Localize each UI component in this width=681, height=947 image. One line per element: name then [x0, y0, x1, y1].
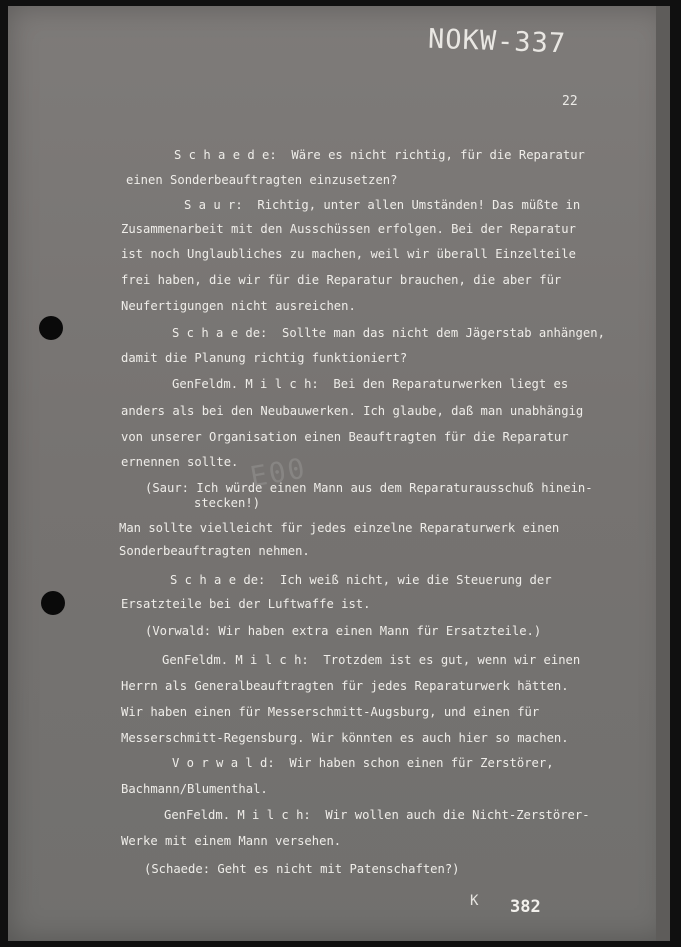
text-line: Herrn als Generalbeauftragten für jedes Reparaturwerk hätten.: [121, 679, 569, 693]
text-line: Neufertigungen nicht ausreichen.: [121, 299, 356, 313]
document-stamp: NOKW-337: [427, 23, 567, 60]
text-line: Zusammenarbeit mit den Ausschüssen erfolgen. Bei der Reparatur: [121, 222, 576, 236]
text-line: Man sollte vielleicht für jedes einzelne Reparaturwerk einen: [119, 521, 560, 535]
text-line: Werke mit einem Mann versehen.: [121, 834, 342, 848]
text-line: ist noch Unglaubliches zu machen, weil wir überall Einzelteile: [121, 247, 576, 261]
text-line: S c h a e d e: Wäre es nicht richtig, für die Reparatur: [174, 148, 585, 162]
text-line: Sonderbeauftragten nehmen.: [119, 544, 310, 558]
text-line: frei haben, die wir für die Reparatur brauchen, die aber für: [121, 273, 562, 287]
text-line: Messerschmitt-Regensburg. Wir könnten es auch hier so machen.: [121, 731, 569, 745]
text-line: V o r w a l d: Wir haben schon einen für Zerstörer,: [172, 756, 554, 770]
background-stamp-mark: E00: [247, 451, 310, 494]
footer-page-number: 382: [510, 897, 541, 917]
text-line: GenFeldm. M i l c h: Bei den Reparaturwerken liegt es: [172, 377, 569, 391]
text-line: (Vorwald: Wir haben extra einen Mann für Ersatzteile.): [145, 624, 542, 638]
page-edge: [656, 6, 670, 941]
page-number: 22: [562, 94, 578, 109]
text-line: Wir haben einen für Messerschmitt-Augsburg, und einen für: [121, 705, 540, 719]
text-line: anders als bei den Neubauwerken. Ich glaube, daß man unabhängig: [121, 404, 584, 418]
text-line: von unserer Organisation einen Beauftragten für die Reparatur: [121, 430, 569, 444]
punch-hole-upper: [39, 316, 63, 340]
text-line: GenFeldm. M i l c h: Wir wollen auch die Nicht-Zerstörer-: [164, 808, 590, 822]
punch-hole-lower: [41, 591, 65, 615]
text-line: GenFeldm. M i l c h: Trotzdem ist es gut, wenn wir einen: [162, 653, 581, 667]
footer-mark: K: [470, 893, 479, 909]
text-line: stecken!): [194, 496, 261, 510]
text-line: damit die Planung richtig funktioniert?: [121, 351, 408, 365]
text-line: S c h a e de: Ich weiß nicht, wie die Steuerung der: [170, 573, 552, 587]
document-page: [8, 6, 670, 941]
text-line: Bachmann/Blumenthal.: [121, 782, 268, 796]
text-line: einen Sonderbeauftragten einzusetzen?: [126, 173, 398, 187]
text-line: Ersatzteile bei der Luftwaffe ist.: [121, 597, 371, 611]
text-line: S a u r: Richtig, unter allen Umständen! Das müßte in: [184, 198, 581, 212]
text-line: (Schaede: Geht es nicht mit Patenschaften?): [144, 862, 460, 876]
text-line: S c h a e de: Sollte man das nicht dem Jägerstab anhängen,: [172, 326, 605, 340]
text-line: (Saur: Ich würde einen Mann aus dem Reparaturausschuß hinein-: [145, 481, 593, 495]
text-line: ernennen sollte.: [121, 455, 239, 469]
